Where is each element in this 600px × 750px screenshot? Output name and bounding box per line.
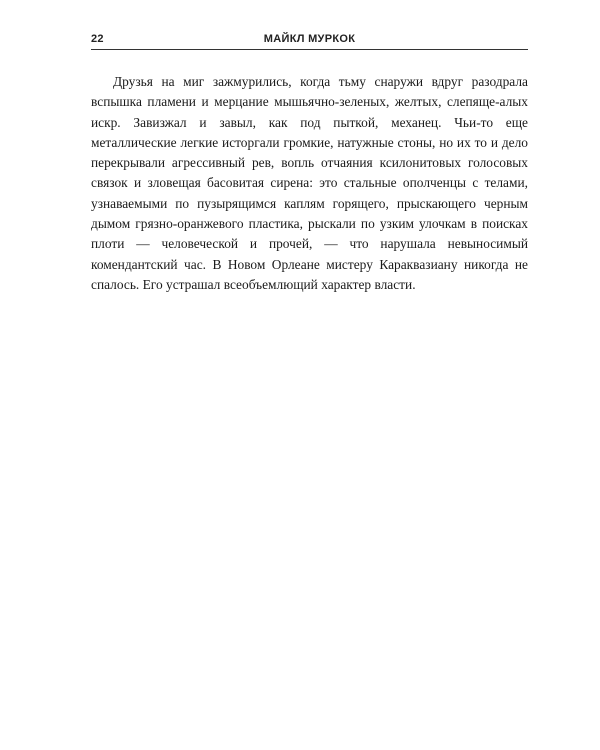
header-divider	[91, 49, 528, 50]
body-paragraph: Друзья на миг зажмурились, когда тьму снаружи вдруг разодрала вспышка пламени и мерцание мышьячно-зеленых, желтых, слепяще-алых искр. Завизжал и завыл, как под пыткой, механец. Чьи-то еще металлические легкие исторгали громкие, натужные стоны, но их то и дело перекрывали агрессивный рев, вопль отчаяния ксилонитовых голосовых связок и зловещая басовитая сирена: это стальные ополченцы с телами, узнаваемыми по пузырящимся каплям горящего, прыскающего черным дымом грязно-оранжевого пластика, рыскали по узким улочкам в поисках плоти — человеческой и прочей, — что нарушала невыносимый комендантский час. В Новом Орлеане мистеру Караквазиану никогда не спалось. Его устрашал всеобъемлющий характер власти.	[91, 74, 528, 292]
running-head-author: МАЙКЛ МУРКОК	[263, 33, 356, 45]
page-number: 22	[91, 33, 104, 45]
page-header	[91, 30, 528, 48]
